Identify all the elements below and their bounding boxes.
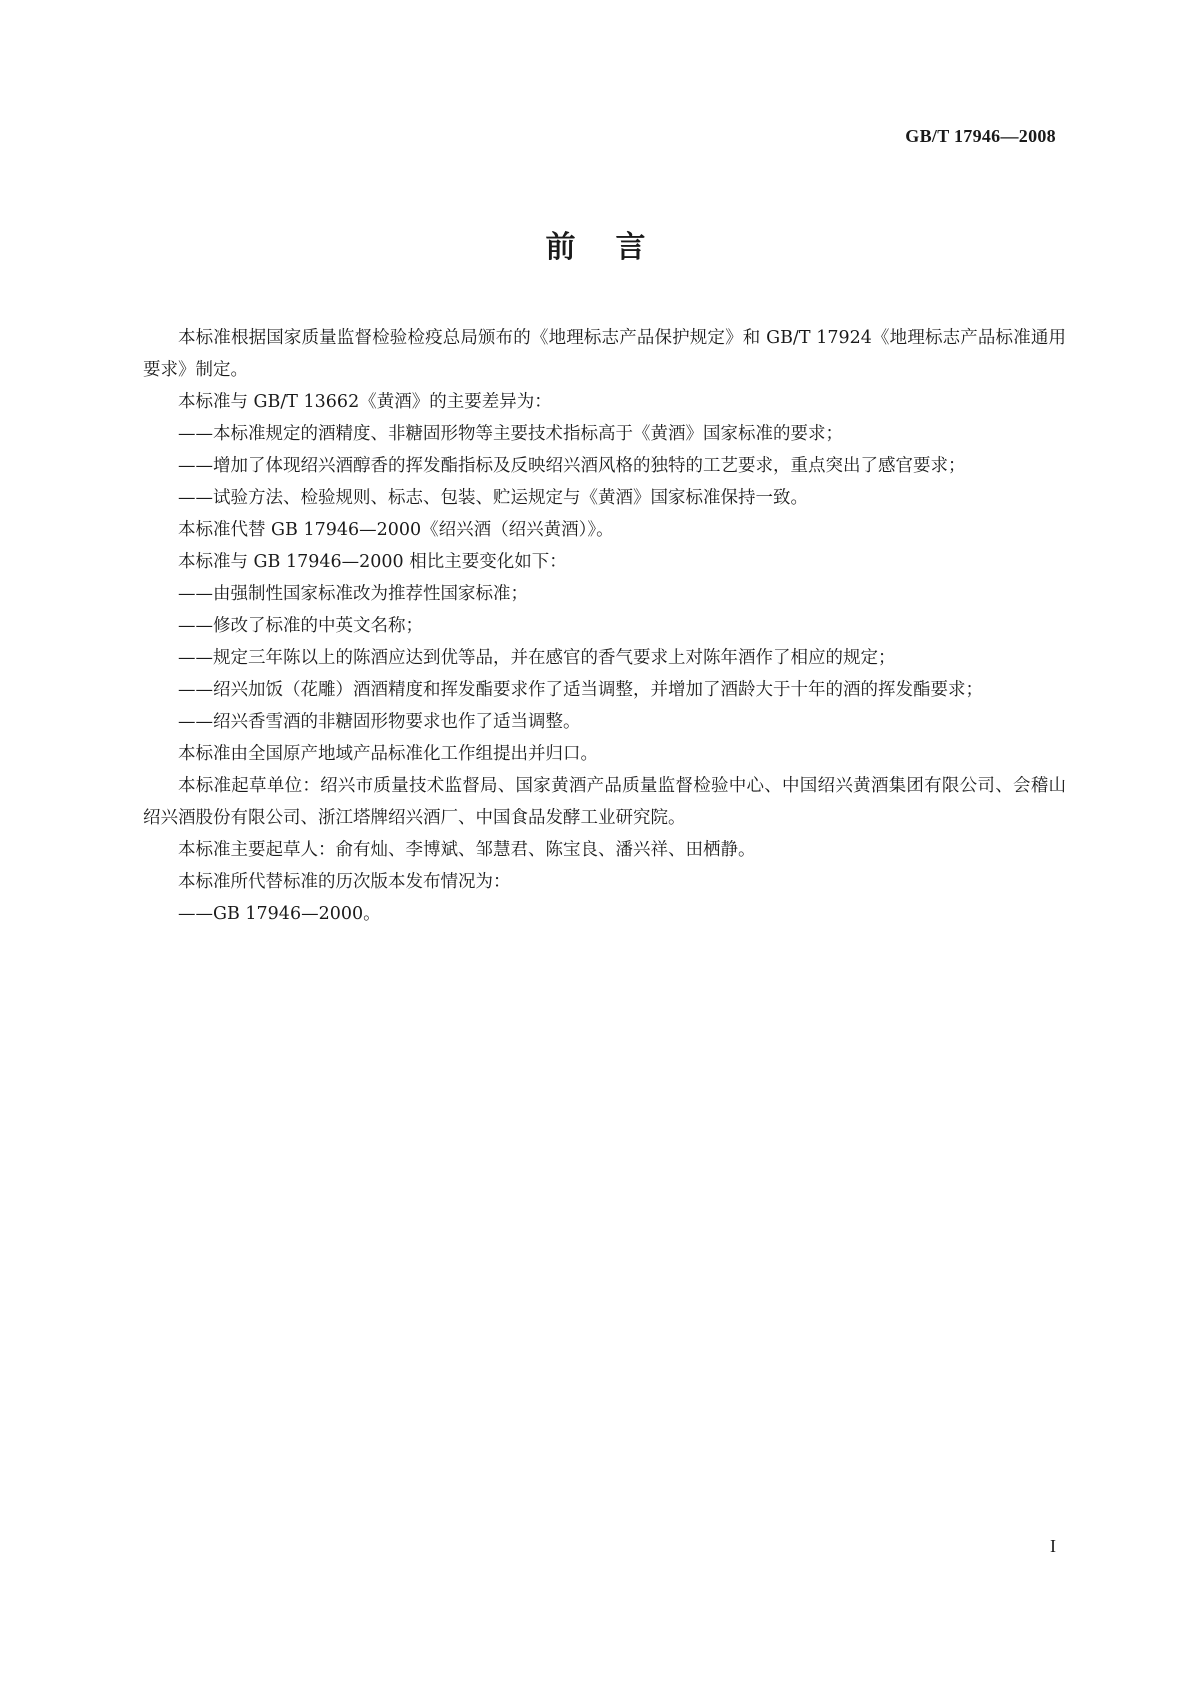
paragraph: 本标准代替 GB 17946—2000《绍兴酒（绍兴黄酒）》。 [178,520,614,540]
list-item: ——由强制性国家标准改为推荐性国家标准； [178,584,528,604]
page-number: I [1050,1536,1056,1556]
paragraph: 本标准与 GB/T 13662《黄酒》的主要差异为： [178,392,552,412]
list-item: ——试验方法、检验规则、标志、包装、贮运规定与《黄酒》国家标准保持一致。 [178,488,808,508]
paragraph: 本标准所代替标准的历次版本发布情况为： [178,872,511,892]
page-title: 前言 [545,230,686,265]
paragraph: 本标准主要起草人：俞有灿、李博斌、邹慧君、陈宝良、潘兴祥、田栖静。 [178,840,756,860]
list-item: ——绍兴加饭（花雕）酒酒精度和挥发酯要求作了适当调整，并增加了酒龄大于十年的酒的挥发酯要求； [178,680,983,700]
foreword-body [143,322,1066,930]
standard-code: GB/T 17946—2008 [905,126,1056,146]
list-item: ——绍兴香雪酒的非糖固形物要求也作了适当调整。 [178,712,581,732]
paragraph: 本标准根据国家质量监督检验检疫总局颁布的《地理标志产品保护规定》和 GB/T 17924《地理标志产品标准通用要求》制定。 [143,328,1066,380]
paragraph: 本标准由全国原产地域产品标准化工作组提出并归口。 [178,744,598,764]
paragraph: 本标准起草单位：绍兴市质量技术监督局、国家黄酒产品质量监督检验中心、中国绍兴黄酒集团有限公司、会稽山绍兴酒股份有限公司、浙江塔牌绍兴酒厂、中国食品发酵工业研究院。 [143,776,1066,828]
list-item: ——增加了体现绍兴酒醇香的挥发酯指标及反映绍兴酒风格的独特的工艺要求，重点突出了感官要求； [178,456,966,476]
list-item: ——GB 17946—2000。 [178,904,381,924]
list-item: ——本标准规定的酒精度、非糖固形物等主要技术指标高于《黄酒》国家标准的要求； [178,424,843,444]
list-item: ——规定三年陈以上的陈酒应达到优等品，并在感官的香气要求上对陈年酒作了相应的规定； [178,648,896,668]
paragraph: 本标准与 GB 17946—2000 相比主要变化如下： [178,552,567,572]
list-item: ——修改了标准的中英文名称； [178,616,423,636]
